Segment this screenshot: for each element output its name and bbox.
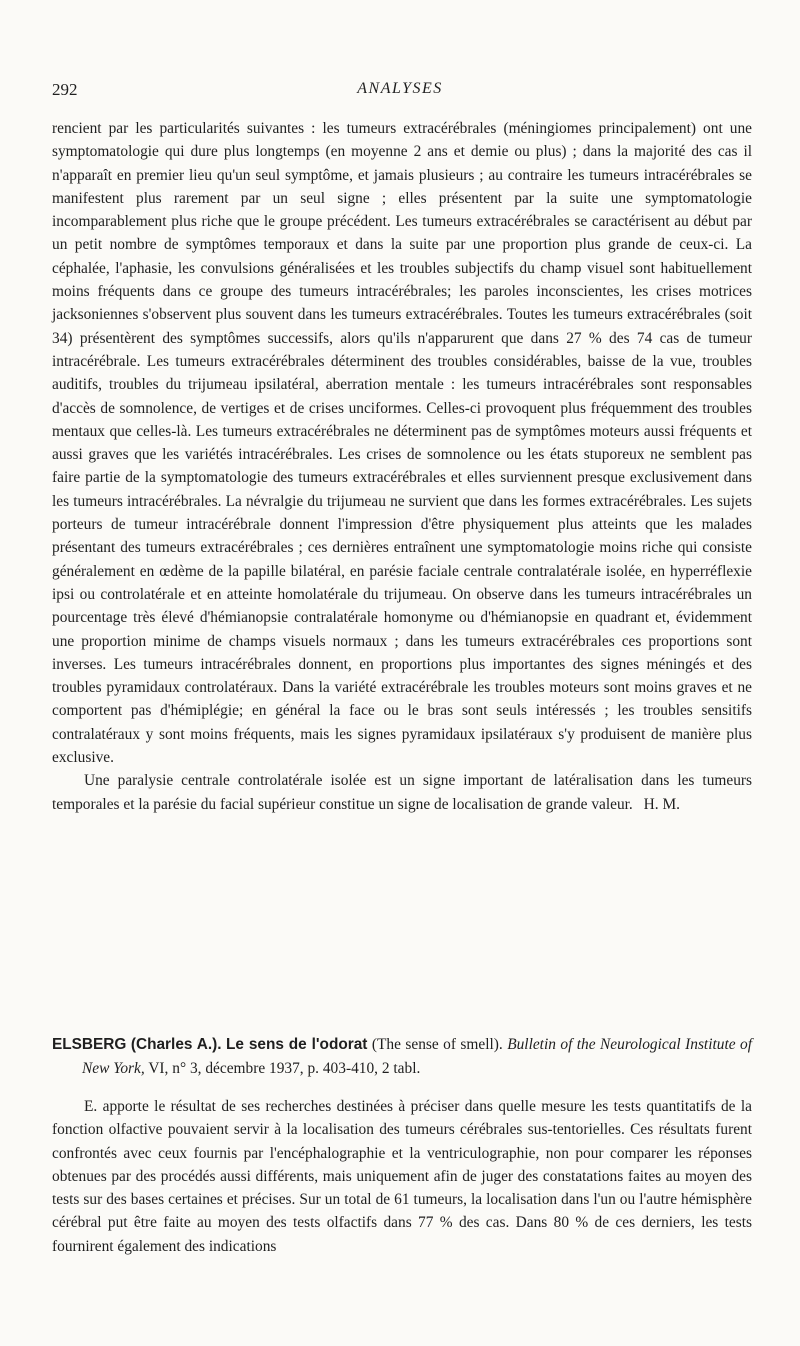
article-2-details: VI, n° 3, décembre 1937, p. 403-410, 2 tabl.	[148, 1059, 421, 1077]
page-number: 292	[52, 80, 78, 99]
article-2-author: ELSBERG	[52, 1036, 127, 1053]
article-2-citation	[52, 1033, 752, 1080]
article-2-body	[52, 1095, 752, 1258]
article-1-signature: H. M.	[643, 795, 680, 813]
article-2-title: Le sens de l'odorat	[226, 1036, 368, 1053]
article-2-title-english: (The sense of smell).	[371, 1036, 503, 1053]
article-1-paragraph-2: Une paralysie centrale controlatérale isolée est un signe important de latéralisation dans les tumeurs temporales et la parésie du facial supérieur constitue un signe de localisation de grande valeur.	[52, 772, 752, 813]
article-1-body	[52, 117, 752, 816]
article-2-paragraph-1: E. apporte le résultat de ses recherches destinées à préciser dans quelle mesure les tests quantitatifs de la fonction olfactive pouvaient servir à la localisation des tumeurs cérébrales sus-tentorielles. Ces résultats furent confrontés avec ceux fournis par l'encéphalographie et la ventriculographie, non pour comparer les réponses obtenues par des procédés aussi différents, mais uniquement afin de juger des constatations faites au moyen des tests sur des bases certaines et précises. Sur un total de 61 tumeurs, la localisation dans l'un ou l'autre hémisphère cérébral put être faite au moyen des tests olfactifs dans 77 % des cas. Dans 80 % de ces derniers, les tests fournirent également des indications	[52, 1098, 752, 1255]
article-2-journal: Bulletin of the Neurological Institute of New York,	[82, 1036, 752, 1077]
running-title: ANALYSES	[357, 80, 443, 97]
article-2-author-given: (Charles A.).	[130, 1036, 222, 1053]
page-header	[52, 80, 748, 102]
article-1-paragraph-1: rencient par les particularités suivantes : les tumeurs extracérébrales (méningiomes principalement) ont une symptomatologie qui dure plus longtemps (en moyenne 2 ans et demie ou plus) ; dans la majorité des cas il n'apparaît en premier lieu qu'un seul symptôme, et jamais plusieurs ; au contraire les tumeurs intracérébrales se manifestent plus rarement par un seul signe ; elles présentent par la suite une symptomatologie incomparablement plus riche que le groupe précédent. Les tumeurs extracérébrales se caractérisent au début par un petit nombre de symptômes temporaux et dans la suite par une proportion plus grande de ceux-ci. La céphalée, l'aphasie, les convulsions généralisées et les troubles subjectifs du champ visuel sont habituellement moins fréquents dans ce groupe des tumeurs intracérébrales; les paroles inconscientes, les crises motrices jacksoniennes s'observent plus souvent dans les tumeurs extracérébrales. Toutes les tumeurs extracérébrales (soit 34) présentèrent des symptômes successifs, alors qu'ils n'apparurent que dans 27 % des 74 cas de tumeur intracérébrale. Les tumeurs extracérébrales déterminent des troubles considérables, baisse de la vue, troubles auditifs, troubles du trijumeau ipsilatéral, aberration mentale : les tumeurs intracérébrales sont responsables d'accès de somnolence, de vertiges et de crises unciformes. Celles-ci provoquent plus fréquemment des troubles mentaux que celles-là. Les tumeurs extracérébrales ne déterminent pas de symptômes moteurs aussi fréquents et aussi graves que les variétés intracérébrales. Les crises de somnolence ou les états stuporeux ne semblent pas faire partie de la symptomatologie des tumeurs extracérébrales et elles surviennent presque exclusivement dans les tumeurs intracérébrales. La névralgie du trijumeau ne survient que dans les formes extracérébrales. Les sujets porteurs de tumeur intracérébrale donnent l'impression d'être physiquement plus atteints que les malades présentant des tumeurs extracérébrales ; ces dernières entraînent une symptomatologie moins riche qui consiste généralement en œdème de la papille bilatéral, en parésie faciale centrale contralatérale isolée, en hyperréflexie ipsi ou controlatérale et en atteinte homolatérale du trijumeau. On observe dans les tumeurs intracérébrales un pourcentage très élevé d'hémianopsie contralatérale homonyme ou d'hémianopsie en quadrant et, évidemment une proportion minime de champs visuels normaux ; dans les tumeurs extracérébrales ces proportions sont inverses. Les tumeurs intracérébrales donnent, en proportions plus importantes des signes méningés et des troubles pyramidaux controlatéraux. Dans la variété extracérébrale les troubles moteurs sont moins graves et ne comportent pas d'hémiplégie; en général la face ou le bras sont seuls intéressés ; les troubles sensitifs contralatéraux y sont moins fréquents, mais les signes pyramidaux ipsilatéraux s'y produisent de manière plus exclusive.	[52, 120, 752, 767]
